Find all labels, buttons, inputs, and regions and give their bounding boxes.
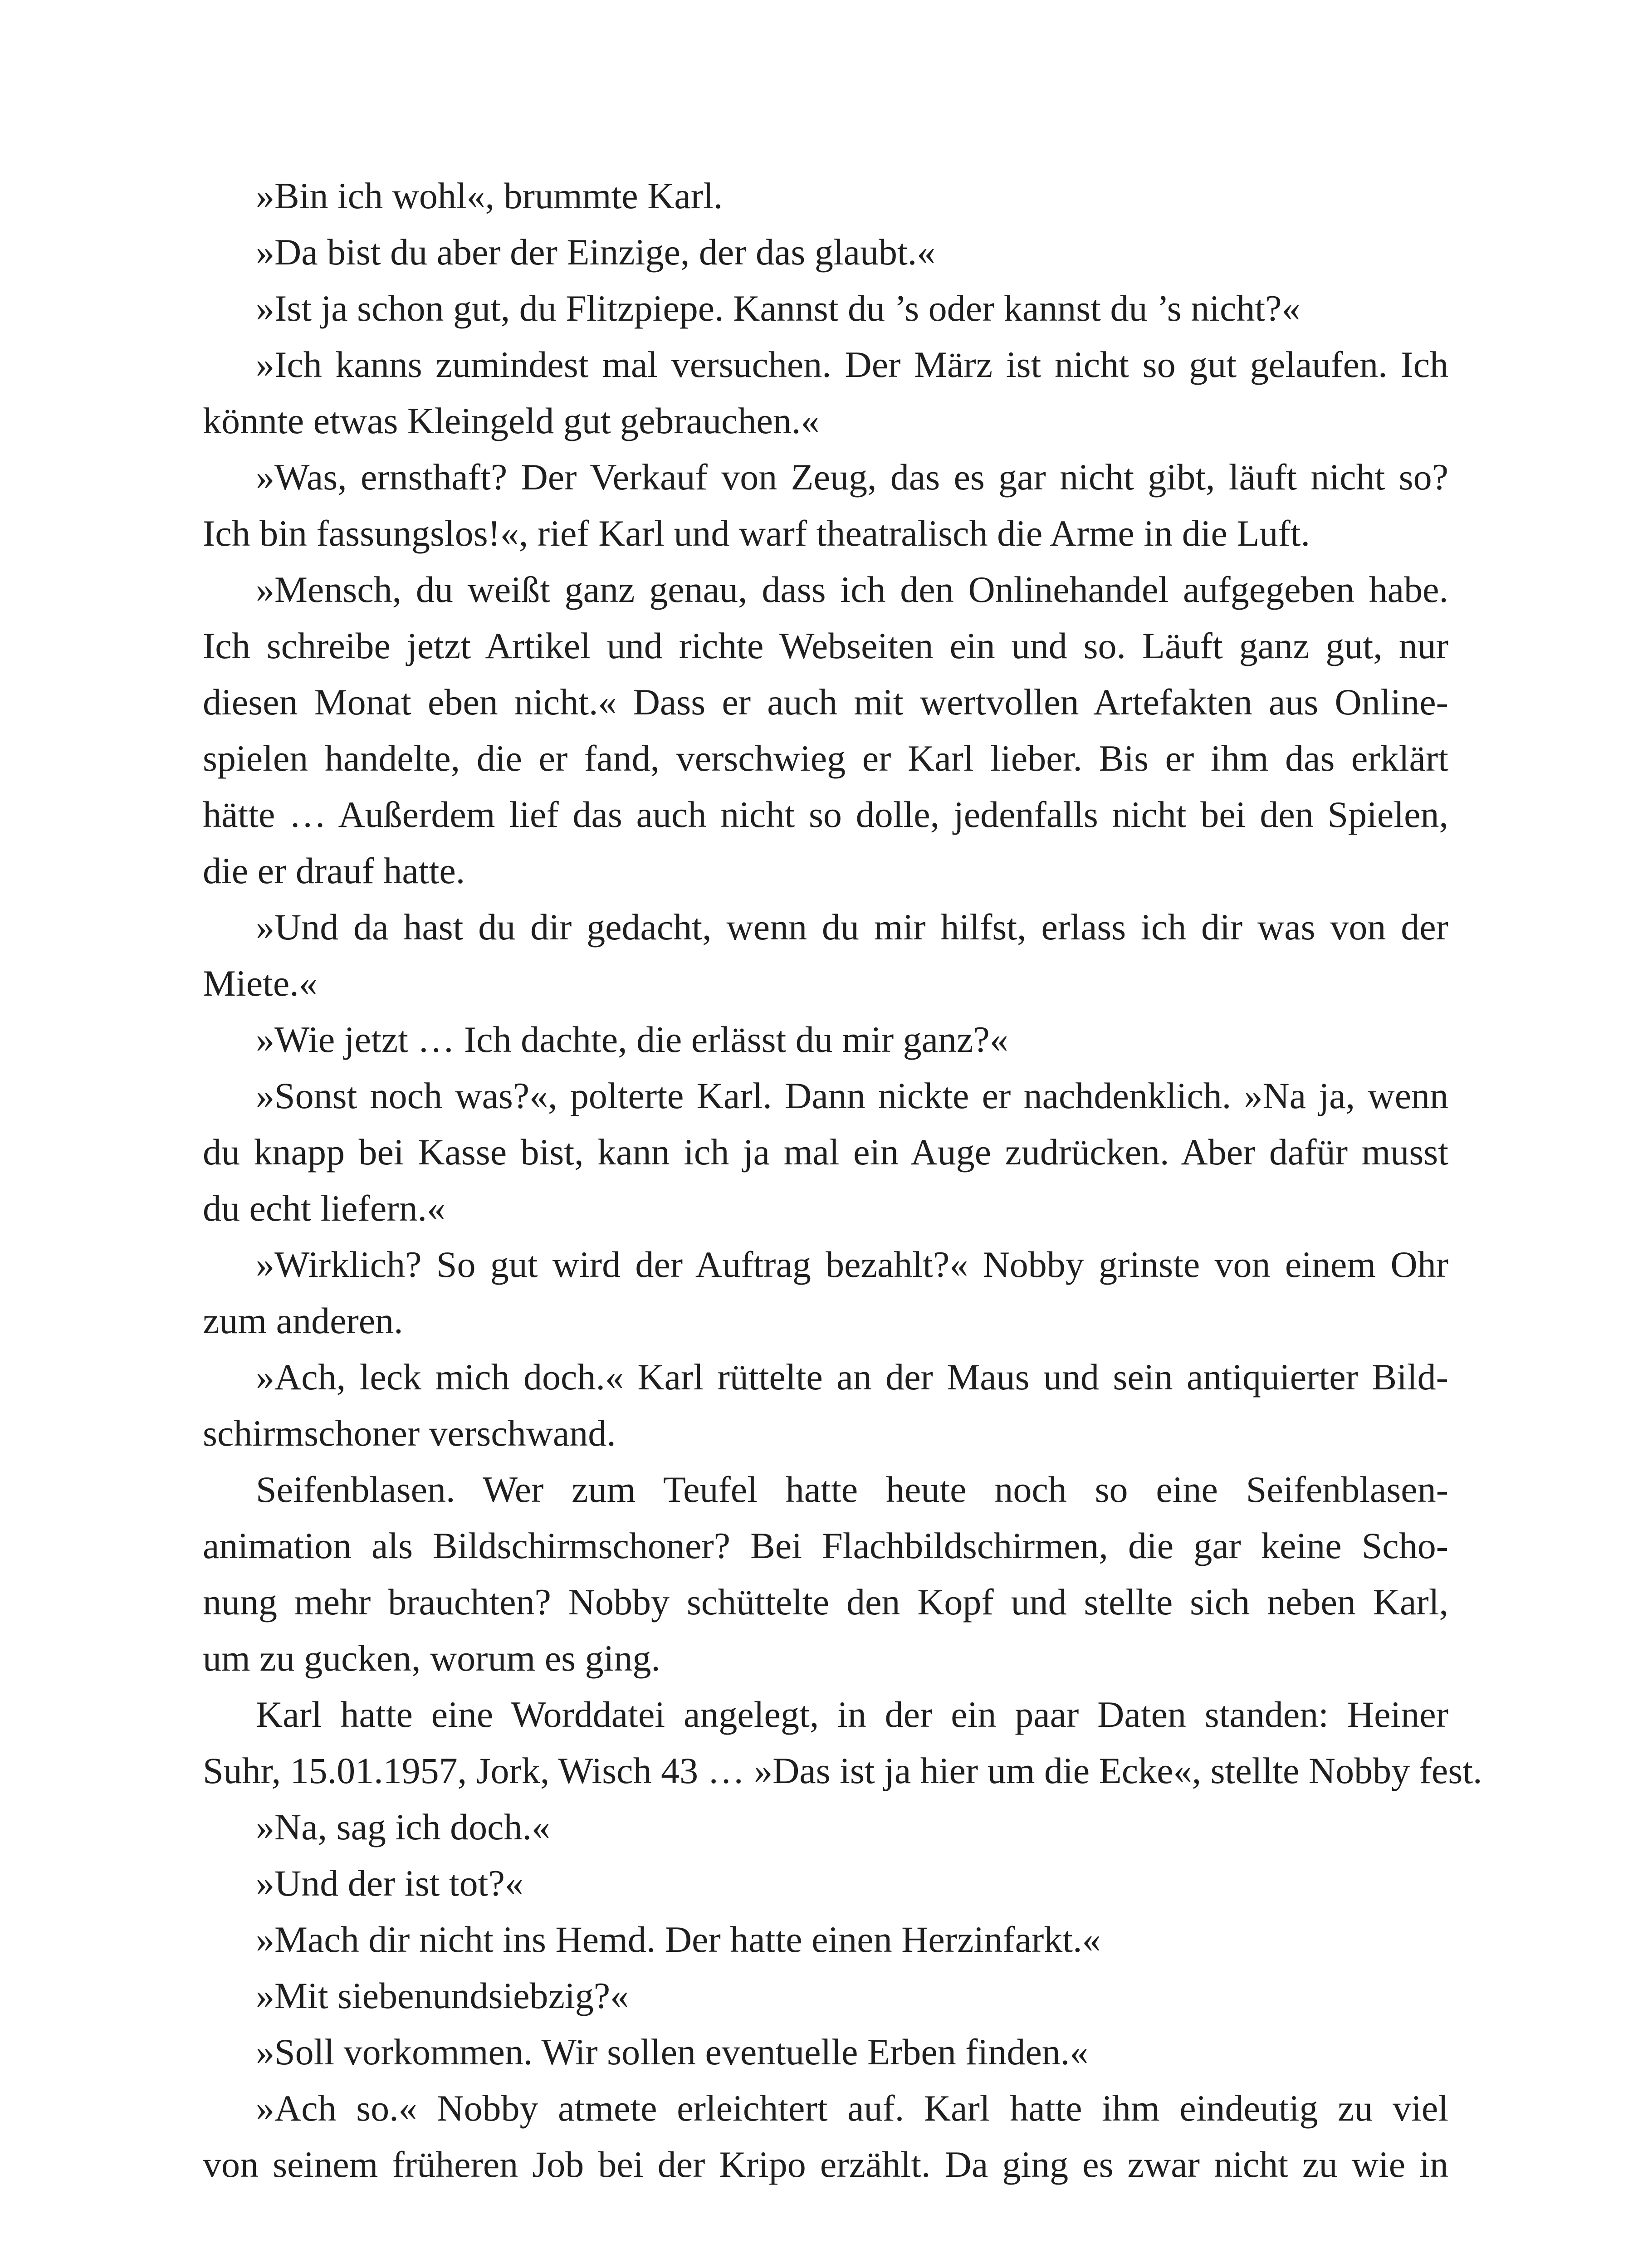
text-line: »Und da hast du dir gedacht, wenn du mir hilfst, erlass ich dir was von der — [256, 906, 1448, 948]
text-line: du echt liefern.« — [203, 1188, 446, 1229]
body-text — [203, 168, 1482, 2193]
text-line: von seinem früheren Job bei der Kripo erzählt. Da ging es zwar nicht zu wie in — [203, 2144, 1448, 2185]
text-line: hätte … Außerdem lief das auch nicht so dolle, jedenfalls nicht bei den Spielen, — [203, 794, 1448, 835]
text-line: könnte etwas Kleingeld gut gebrauchen.« — [203, 400, 820, 441]
text-line: diesen Monat eben nicht.« Dass er auch mit wertvollen Artefakten aus Online- — [203, 681, 1448, 723]
text-line: »Was, ernsthaft? Der Verkauf von Zeug, das es gar nicht gibt, läuft nicht so? — [256, 456, 1448, 498]
text-line: spielen handelte, die er fand, verschwieg er Karl lieber. Bis er ihm das erklärt — [203, 738, 1448, 779]
text-line: »Und der ist tot?« — [256, 1862, 523, 1904]
text-line: »Mit siebenundsiebzig?« — [256, 1975, 629, 2016]
text-line: Karl hatte eine Worddatei angelegt, in der ein paar Daten standen: Heiner — [256, 1694, 1448, 1735]
text-line: nung mehr brauchten? Nobby schüttelte den Kopf und stellte sich neben Karl, — [203, 1581, 1448, 1623]
text-line: »Mensch, du weißt ganz genau, dass ich den Onlinehandel aufgegeben habe. — [256, 569, 1448, 610]
text-line: »Ist ja schon gut, du Flitzpiepe. Kannst du ’s oder kannst du ’s nicht?« — [256, 288, 1301, 329]
text-line: zum anderen. — [203, 1300, 403, 1341]
text-line: animation als Bildschirmschoner? Bei Flachbildschirmen, die gar keine Scho- — [203, 1525, 1448, 1566]
text-line: »Na, sag ich doch.« — [256, 1806, 550, 1848]
text-line: die er drauf hatte. — [203, 850, 465, 891]
text-line: »Ach, leck mich doch.« Karl rüttelte an der Maus und sein antiquierter Bild- — [256, 1356, 1448, 1398]
text-line: Ich bin fassungslos!«, rief Karl und warf theatralisch die Arme in die Luft. — [203, 513, 1310, 554]
text-line: »Sonst noch was?«, polterte Karl. Dann nickte er nachdenklich. »Na ja, wenn — [256, 1075, 1448, 1116]
text-line: »Da bist du aber der Einzige, der das glaubt.« — [256, 231, 936, 273]
text-line: um zu gucken, worum es ging. — [203, 1637, 660, 1679]
text-line: »Wirklich? So gut wird der Auftrag bezahlt?« Nobby grinste von einem Ohr — [256, 1244, 1448, 1285]
text-line: »Ach so.« Nobby atmete erleichtert auf. Karl hatte ihm eindeutig zu viel — [256, 2087, 1448, 2129]
text-line: »Mach dir nicht ins Hemd. Der hatte einen Herzinfarkt.« — [256, 1919, 1101, 1960]
text-line: »Bin ich wohl«, brummte Karl. — [256, 175, 723, 216]
text-line: Seifenblasen. Wer zum Teufel hatte heute noch so eine Seifenblasen- — [256, 1469, 1448, 1510]
page-number — [0, 2266, 1633, 2268]
text-line: »Wie jetzt … Ich dachte, die erlässt du mir ganz?« — [256, 1019, 1008, 1060]
text-line: schirmschoner verschwand. — [203, 1413, 616, 1454]
text-line: du knapp bei Kasse bist, kann ich ja mal ein Auge zudrücken. Aber dafür musst — [203, 1131, 1448, 1173]
text-line: »Ich kanns zumindest mal versuchen. Der März ist nicht so gut gelaufen. Ich — [256, 344, 1448, 385]
text-line: Ich schreibe jetzt Artikel und richte Webseiten ein und so. Läuft ganz gut, nur — [203, 625, 1448, 666]
text-line: »Soll vorkommen. Wir sollen eventuelle Erben finden.« — [256, 2031, 1089, 2072]
text-line: Suhr, 15.01.1957, Jork, Wisch 43 … »Das ist ja hier um die Ecke«, stellte Nobby fest. — [203, 1750, 1482, 1791]
text-line: Miete.« — [203, 963, 318, 1004]
